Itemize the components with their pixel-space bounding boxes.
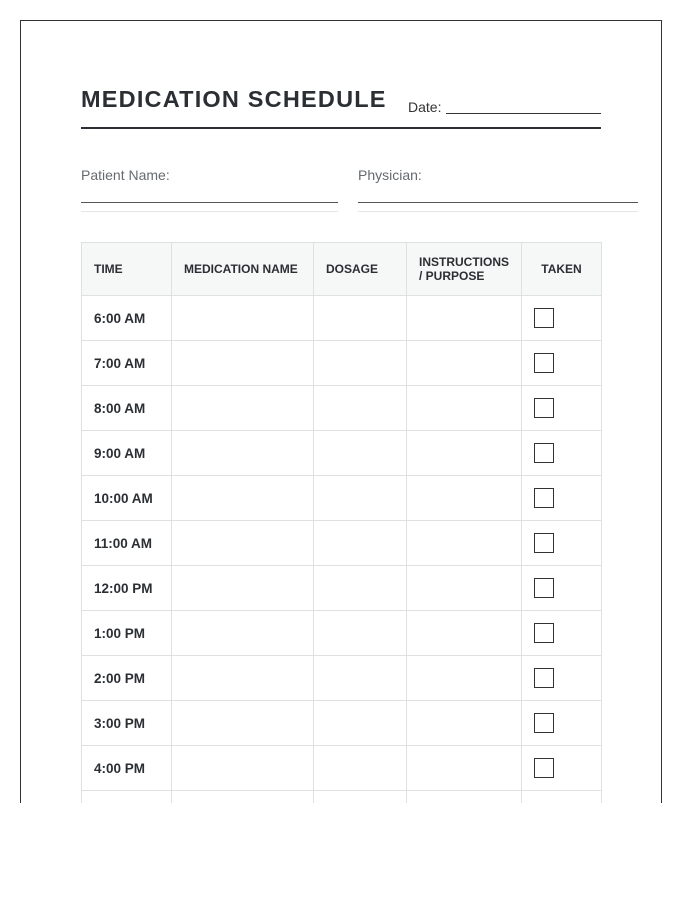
page-title: MEDICATION SCHEDULE	[81, 86, 387, 112]
taken-cell	[522, 566, 602, 611]
dosage-cell[interactable]	[314, 701, 407, 746]
taken-checkbox[interactable]	[534, 488, 554, 508]
date-label: Date:	[408, 99, 442, 115]
dosage-cell[interactable]	[314, 431, 407, 476]
physician-label: Physician:	[358, 167, 422, 183]
taken-cell	[522, 791, 602, 804]
dosage-cell[interactable]	[314, 566, 407, 611]
instructions-cell[interactable]	[407, 791, 522, 804]
instructions-cell[interactable]	[407, 476, 522, 521]
taken-checkbox[interactable]	[534, 623, 554, 643]
medication-name-cell[interactable]	[172, 746, 314, 791]
dosage-cell[interactable]	[314, 386, 407, 431]
column-header-taken: TAKEN	[522, 243, 602, 296]
time-cell: 4:00 PM	[82, 746, 172, 791]
instructions-header-line2: / PURPOSE	[419, 269, 485, 283]
patient-name-field[interactable]	[81, 202, 338, 203]
medication-name-cell[interactable]	[172, 386, 314, 431]
physician-underline	[358, 211, 638, 212]
instructions-cell[interactable]	[407, 656, 522, 701]
title-divider	[81, 127, 601, 129]
time-cell: 12:00 PM	[82, 566, 172, 611]
medication-name-cell[interactable]	[172, 611, 314, 656]
medication-name-cell[interactable]	[172, 476, 314, 521]
table-header-row	[82, 243, 602, 296]
time-cell: 7:00 AM	[82, 341, 172, 386]
dosage-cell[interactable]	[314, 521, 407, 566]
medication-table	[81, 242, 602, 803]
table-row	[82, 746, 602, 791]
instructions-cell[interactable]	[407, 296, 522, 341]
medication-name-cell[interactable]	[172, 521, 314, 566]
time-cell: 9:00 AM	[82, 431, 172, 476]
time-cell: 10:00 AM	[82, 476, 172, 521]
column-header-medication-name: MEDICATION NAME	[172, 243, 314, 296]
taken-cell	[522, 296, 602, 341]
instructions-cell[interactable]	[407, 611, 522, 656]
physician-field[interactable]	[358, 202, 638, 203]
taken-cell	[522, 521, 602, 566]
time-cell: 2:00 PM	[82, 656, 172, 701]
dosage-cell[interactable]	[314, 476, 407, 521]
taken-cell	[522, 431, 602, 476]
time-cell: 1:00 PM	[82, 611, 172, 656]
taken-cell	[522, 386, 602, 431]
medication-name-cell[interactable]	[172, 791, 314, 804]
patient-name-underline	[81, 211, 338, 212]
time-cell: 11:00 AM	[82, 521, 172, 566]
time-cell: 6:00 AM	[82, 296, 172, 341]
taken-checkbox[interactable]	[534, 758, 554, 778]
medication-name-cell[interactable]	[172, 656, 314, 701]
column-header-dosage: DOSAGE	[314, 243, 407, 296]
medication-name-cell[interactable]	[172, 341, 314, 386]
table-row	[82, 656, 602, 701]
taken-cell	[522, 701, 602, 746]
table-row	[82, 386, 602, 431]
table-row	[82, 521, 602, 566]
medication-name-cell[interactable]	[172, 296, 314, 341]
instructions-cell[interactable]	[407, 341, 522, 386]
dosage-cell[interactable]	[314, 791, 407, 804]
instructions-header-line1: INSTRUCTIONS	[419, 255, 509, 269]
medication-name-cell[interactable]	[172, 431, 314, 476]
time-cell	[82, 791, 172, 804]
dosage-cell[interactable]	[314, 341, 407, 386]
instructions-cell[interactable]	[407, 566, 522, 611]
dosage-cell[interactable]	[314, 296, 407, 341]
table-row	[82, 791, 602, 804]
taken-cell	[522, 476, 602, 521]
column-header-time: TIME	[82, 243, 172, 296]
document-page	[20, 20, 662, 803]
table-row	[82, 431, 602, 476]
medication-name-cell[interactable]	[172, 566, 314, 611]
table-row	[82, 476, 602, 521]
dosage-cell[interactable]	[314, 611, 407, 656]
taken-cell	[522, 341, 602, 386]
dosage-cell[interactable]	[314, 656, 407, 701]
column-header-instructions	[407, 243, 522, 296]
table-row	[82, 341, 602, 386]
medication-name-cell[interactable]	[172, 701, 314, 746]
table-row	[82, 611, 602, 656]
taken-checkbox[interactable]	[534, 443, 554, 463]
taken-checkbox[interactable]	[534, 308, 554, 328]
time-cell: 3:00 PM	[82, 701, 172, 746]
taken-cell	[522, 656, 602, 701]
taken-checkbox[interactable]	[534, 533, 554, 553]
instructions-cell[interactable]	[407, 746, 522, 791]
taken-checkbox[interactable]	[534, 398, 554, 418]
table-row	[82, 566, 602, 611]
date-field[interactable]	[446, 113, 601, 114]
time-cell: 8:00 AM	[82, 386, 172, 431]
taken-checkbox[interactable]	[534, 578, 554, 598]
taken-checkbox[interactable]	[534, 353, 554, 373]
table-row	[82, 296, 602, 341]
table-row	[82, 701, 602, 746]
instructions-cell[interactable]	[407, 521, 522, 566]
patient-name-label: Patient Name:	[81, 167, 170, 183]
instructions-cell[interactable]	[407, 386, 522, 431]
instructions-cell[interactable]	[407, 701, 522, 746]
instructions-cell[interactable]	[407, 431, 522, 476]
taken-cell	[522, 746, 602, 791]
taken-checkbox[interactable]	[534, 668, 554, 688]
dosage-cell[interactable]	[314, 746, 407, 791]
taken-checkbox[interactable]	[534, 713, 554, 733]
taken-cell	[522, 611, 602, 656]
